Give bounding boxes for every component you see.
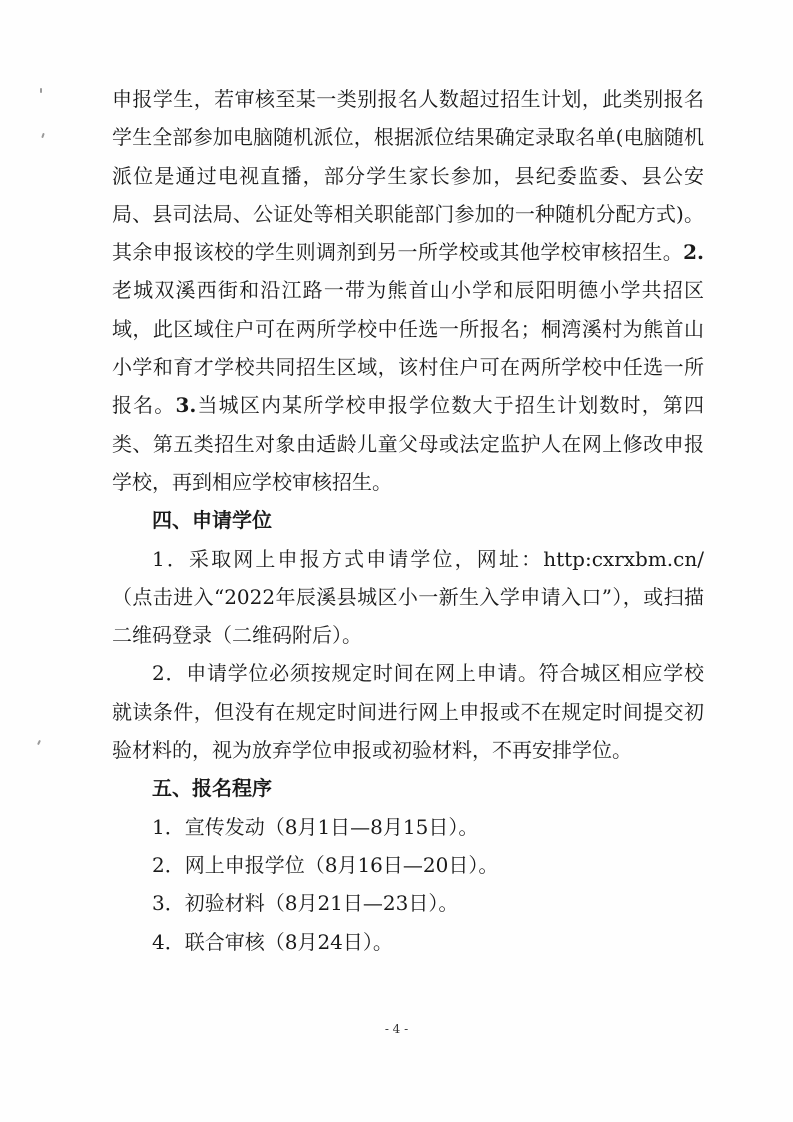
document-body xyxy=(112,80,704,961)
section-item: 3．初验材料（8月21日—23日）。 xyxy=(152,891,459,916)
item-number: 2. xyxy=(683,240,704,265)
paragraph-text: 当城区内某所学校申报学位数大于招生计划数时，第四类、第五类招生对象由适龄儿童父母或法定监护人在网上修改申报学校，再到相应学校审核招生。 xyxy=(112,393,705,494)
scan-speck xyxy=(40,88,42,93)
section-item: 2．网上申报学位（8月16日—20日）。 xyxy=(152,852,499,877)
section-item: 4．联合审核（8月24日）。 xyxy=(152,929,393,954)
paragraph-text: 申报学生，若审核至某一类别报名人数超过招生计划，此类别报名学生全部参加电脑随机派位，根据派位结果确定录取名单(电脑随机派位是通过电视直播，部分学生家长参加，县纪委监委、县公安局、县司法局、公证处等相关职能部门参加的一种随机分配方式)。其余申报该校的学生则调剂到另一所学校或其他学校审核招生。 xyxy=(112,87,704,265)
scan-speck xyxy=(41,133,45,138)
section-item: 1．采取网上申报方式申请学位，网址：http:cxrxbm.cn/（点击进入“2022年辰溪县城区小一新生入学申请入口”），或扫描二维码登录（二维码附后）。 xyxy=(112,546,704,648)
continued-paragraph xyxy=(112,80,704,501)
section-item: 2．申请学位必须按规定时间在网上申请。符合城区相应学校就读条件，但没有在规定时间进行网上申报或不在规定时间提交初验材料的，视为放弃学位申报或初验材料，不再安排学位。 xyxy=(112,661,704,763)
page-number: - 4 - xyxy=(384,1022,409,1036)
item-number: 3. xyxy=(175,393,197,418)
section-heading: 四、申请学位 xyxy=(152,508,272,533)
section-heading: 五、报名程序 xyxy=(152,776,272,801)
paragraph-text: 老城双溪西街和沿江路一带为熊首山小学和辰阳明德小学共招区域，此区域住户可在两所学校中任选一所报名；桐湾溪村为熊首山小学和育才学校共同招生区域，该村住户可在两所学校中任选一所报名。 xyxy=(112,278,704,418)
scan-speck xyxy=(37,740,41,745)
section-item: 1．宣传发动（8月1日—8月15日）。 xyxy=(152,814,479,839)
